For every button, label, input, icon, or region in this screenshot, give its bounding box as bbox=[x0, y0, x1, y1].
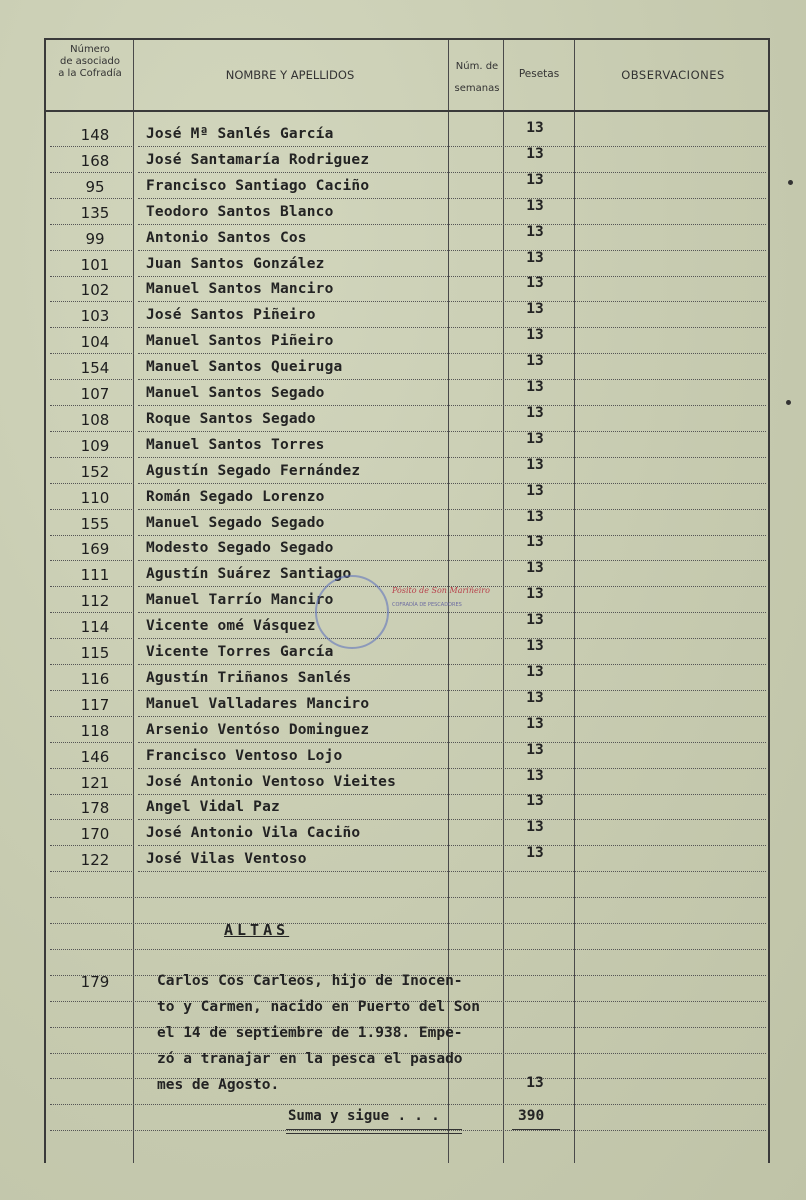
row-dotted-line bbox=[50, 405, 134, 406]
row-dotted-line bbox=[50, 431, 134, 432]
row-dotted-line bbox=[138, 612, 766, 613]
header-weeks-line: Núm. de bbox=[455, 61, 499, 72]
header-member-number-line: de asociado bbox=[59, 56, 120, 67]
row-member-number: 170 bbox=[80, 825, 110, 843]
row-dotted-line bbox=[50, 146, 134, 147]
row-member-number: 117 bbox=[80, 696, 110, 714]
ink-speck bbox=[788, 180, 793, 185]
row-dotted-line bbox=[50, 327, 134, 328]
row-member-name: Manuel Santos Queiruga bbox=[146, 359, 343, 375]
row-dotted-line bbox=[50, 949, 766, 950]
row-pesetas: 13 bbox=[526, 301, 544, 317]
row-pesetas: 13 bbox=[526, 250, 544, 266]
suma-y-sigue: Suma y sigue . . . bbox=[288, 1108, 440, 1124]
row-dotted-line bbox=[50, 457, 134, 458]
row-pesetas: 13 bbox=[526, 198, 544, 214]
row-pesetas: 13 bbox=[526, 172, 544, 188]
header-weeks bbox=[450, 56, 504, 100]
row-dotted-line bbox=[138, 198, 766, 199]
row-member-number: 109 bbox=[80, 437, 110, 455]
row-pesetas: 13 bbox=[526, 560, 544, 576]
row-pesetas: 13 bbox=[526, 586, 544, 602]
row-dotted-line bbox=[138, 638, 766, 639]
row-dotted-line bbox=[50, 1104, 766, 1105]
table-left-border bbox=[44, 38, 46, 1163]
row-dotted-line bbox=[138, 301, 766, 302]
row-member-number: 118 bbox=[80, 722, 110, 740]
row-dotted-line bbox=[138, 353, 766, 354]
row-dotted-line bbox=[138, 431, 766, 432]
row-pesetas: 13 bbox=[526, 768, 544, 784]
row-member-name: Arsenio Ventóso Dominguez bbox=[146, 722, 370, 738]
row-dotted-line bbox=[50, 1130, 766, 1131]
header-member-number-line: a la Cofradía bbox=[58, 68, 122, 79]
row-dotted-line bbox=[138, 768, 766, 769]
altas-note-line: el 14 de septiembre de 1.938. Empe- bbox=[157, 1025, 463, 1041]
row-dotted-line bbox=[138, 819, 766, 820]
row-member-name: José Vilas Ventoso bbox=[146, 851, 307, 867]
row-member-name: Antonio Santos Cos bbox=[146, 230, 307, 246]
row-dotted-line bbox=[50, 353, 134, 354]
row-member-name: José Antonio Ventoso Vieites bbox=[146, 774, 397, 790]
header-pesetas: Pesetas bbox=[518, 68, 560, 80]
row-dotted-line bbox=[50, 664, 134, 665]
row-member-number: 115 bbox=[80, 644, 110, 662]
row-pesetas: 13 bbox=[526, 224, 544, 240]
row-dotted-line bbox=[50, 172, 134, 173]
column-divider bbox=[574, 40, 575, 1163]
row-member-number: 99 bbox=[85, 230, 105, 248]
row-member-name: Manuel Tarrío Manciro bbox=[146, 592, 334, 608]
row-member-name: Angel Vidal Paz bbox=[146, 799, 280, 815]
row-pesetas: 13 bbox=[526, 534, 544, 550]
suma-underline bbox=[286, 1129, 462, 1130]
row-dotted-line bbox=[138, 224, 766, 225]
row-dotted-line bbox=[138, 535, 766, 536]
row-pesetas: 13 bbox=[526, 405, 544, 421]
row-pesetas: 13 bbox=[526, 819, 544, 835]
row-pesetas: 13 bbox=[526, 612, 544, 628]
row-member-name: Vicente omé Vásquez bbox=[146, 618, 316, 634]
row-dotted-line bbox=[50, 612, 134, 613]
altas-note-line: Carlos Cos Carleos, hijo de Inocen- bbox=[157, 973, 463, 989]
row-dotted-line bbox=[50, 250, 134, 251]
row-member-number: 101 bbox=[80, 256, 110, 274]
row-member-name: José Antonio Vila Caciño bbox=[146, 825, 361, 841]
header-name: NOMBRE Y APELLIDOS bbox=[225, 68, 355, 82]
altas-note-line: zó a tranajar en la pesca el pasado bbox=[157, 1051, 463, 1067]
row-pesetas: 13 bbox=[526, 275, 544, 291]
row-member-name: Román Segado Lorenzo bbox=[146, 489, 325, 505]
row-member-number: 95 bbox=[85, 178, 105, 196]
row-member-number: 169 bbox=[80, 540, 110, 558]
row-member-number: 110 bbox=[80, 489, 110, 507]
table-right-border bbox=[768, 38, 770, 1163]
row-member-number: 121 bbox=[80, 774, 110, 792]
row-member-number: 155 bbox=[80, 515, 110, 533]
row-member-name: Manuel Santos Segado bbox=[146, 385, 325, 401]
table-top-border bbox=[44, 38, 770, 40]
row-dotted-line bbox=[138, 483, 766, 484]
row-pesetas: 13 bbox=[526, 327, 544, 343]
row-member-name: José Mª Sanlés García bbox=[146, 126, 334, 142]
row-dotted-line bbox=[138, 871, 766, 872]
row-pesetas: 13 bbox=[526, 353, 544, 369]
cofradia-stamp bbox=[315, 575, 389, 649]
altas-pesetas: 13 bbox=[526, 1075, 544, 1091]
row-dotted-line bbox=[138, 690, 766, 691]
altas-heading: ALTAS bbox=[224, 921, 290, 939]
row-member-number: 102 bbox=[80, 281, 110, 299]
row-member-name: Teodoro Santos Blanco bbox=[146, 204, 334, 220]
row-member-name: Agustín Suárez Santiago bbox=[146, 566, 352, 582]
column-divider bbox=[503, 40, 504, 1163]
row-member-number: 135 bbox=[80, 204, 110, 222]
row-member-number: 146 bbox=[80, 748, 110, 766]
row-pesetas: 13 bbox=[526, 638, 544, 654]
row-member-name: Francisco Ventoso Lojo bbox=[146, 748, 343, 764]
header-member-number bbox=[48, 44, 132, 80]
row-dotted-line bbox=[50, 483, 134, 484]
row-member-number: 103 bbox=[80, 307, 110, 325]
row-member-number: 122 bbox=[80, 851, 110, 869]
row-pesetas: 13 bbox=[526, 379, 544, 395]
row-dotted-line bbox=[138, 327, 766, 328]
row-member-number: 178 bbox=[80, 799, 110, 817]
row-member-number: 168 bbox=[80, 152, 110, 170]
row-member-name: Manuel Santos Torres bbox=[146, 437, 325, 453]
header-observations: OBSERVACIONES bbox=[621, 68, 725, 82]
row-dotted-line bbox=[138, 457, 766, 458]
row-dotted-line bbox=[50, 845, 134, 846]
row-member-name: Vicente Torres García bbox=[146, 644, 334, 660]
row-dotted-line bbox=[50, 871, 134, 872]
row-dotted-line bbox=[138, 276, 766, 277]
row-member-name: Manuel Santos Piñeiro bbox=[146, 333, 334, 349]
row-member-name: Agustín Triñanos Sanlés bbox=[146, 670, 352, 686]
row-dotted-line bbox=[50, 742, 134, 743]
row-dotted-line bbox=[138, 146, 766, 147]
stamp-text: Pósito de Son Mariñeiro bbox=[392, 586, 490, 595]
row-member-number: 152 bbox=[80, 463, 110, 481]
header-member-number-line: Número bbox=[70, 44, 110, 55]
row-dotted-line bbox=[138, 845, 766, 846]
row-member-name: Modesto Segado Segado bbox=[146, 540, 334, 556]
row-dotted-line bbox=[50, 560, 134, 561]
row-dotted-line bbox=[138, 742, 766, 743]
row-dotted-line bbox=[50, 198, 134, 199]
row-dotted-line bbox=[50, 638, 134, 639]
row-dotted-line bbox=[50, 819, 134, 820]
ink-speck bbox=[786, 400, 791, 405]
row-member-number: 108 bbox=[80, 411, 110, 429]
row-dotted-line bbox=[50, 301, 134, 302]
row-pesetas: 13 bbox=[526, 509, 544, 525]
total-underline bbox=[512, 1129, 560, 1130]
row-member-name: Manuel Santos Manciro bbox=[146, 281, 334, 297]
row-dotted-line bbox=[138, 664, 766, 665]
row-member-name: Manuel Segado Segado bbox=[146, 515, 325, 531]
row-pesetas: 13 bbox=[526, 742, 544, 758]
total-pesetas: 390 bbox=[518, 1108, 545, 1124]
row-member-number: 116 bbox=[80, 670, 110, 688]
row-dotted-line bbox=[138, 172, 766, 173]
row-dotted-line bbox=[50, 276, 134, 277]
row-member-name: José Santamaría Rodriguez bbox=[146, 152, 370, 168]
altas-member-number: 179 bbox=[80, 973, 110, 991]
altas-note-line: to y Carmen, nacido en Puerto del Son bbox=[157, 999, 481, 1015]
row-dotted-line bbox=[50, 768, 134, 769]
row-dotted-line bbox=[50, 794, 134, 795]
row-dotted-line bbox=[50, 509, 134, 510]
header-weeks-line: semanas bbox=[454, 83, 500, 94]
row-dotted-line bbox=[50, 379, 134, 380]
row-pesetas: 13 bbox=[526, 845, 544, 861]
suma-underline bbox=[286, 1133, 462, 1134]
row-member-name: Agustín Segado Fernández bbox=[146, 463, 361, 479]
row-dotted-line bbox=[138, 405, 766, 406]
row-pesetas: 13 bbox=[526, 690, 544, 706]
row-dotted-line bbox=[138, 379, 766, 380]
row-dotted-line bbox=[138, 560, 766, 561]
stamp-subtext: COFRADÍA DE PESCADORES bbox=[392, 602, 462, 608]
row-dotted-line bbox=[50, 690, 134, 691]
row-pesetas: 13 bbox=[526, 664, 544, 680]
row-member-number: 154 bbox=[80, 359, 110, 377]
row-pesetas: 13 bbox=[526, 483, 544, 499]
row-member-number: 114 bbox=[80, 618, 110, 636]
row-member-number: 107 bbox=[80, 385, 110, 403]
row-pesetas: 13 bbox=[526, 120, 544, 136]
header-divider bbox=[44, 110, 770, 112]
row-dotted-line bbox=[138, 716, 766, 717]
row-member-number: 111 bbox=[80, 566, 110, 584]
row-member-name: José Santos Piñeiro bbox=[146, 307, 316, 323]
altas-note-line: mes de Agosto. bbox=[157, 1077, 280, 1093]
row-dotted-line bbox=[50, 586, 134, 587]
row-dotted-line bbox=[50, 535, 134, 536]
row-member-name: Roque Santos Segado bbox=[146, 411, 316, 427]
row-pesetas: 13 bbox=[526, 431, 544, 447]
row-member-name: Francisco Santiago Caciño bbox=[146, 178, 370, 194]
row-pesetas: 13 bbox=[526, 793, 544, 809]
row-member-name: Juan Santos González bbox=[146, 256, 325, 272]
row-dotted-line bbox=[50, 897, 766, 898]
row-member-number: 104 bbox=[80, 333, 110, 351]
row-dotted-line bbox=[50, 923, 766, 924]
row-member-name: Manuel Valladares Manciro bbox=[146, 696, 370, 712]
row-dotted-line bbox=[50, 716, 134, 717]
row-dotted-line bbox=[138, 250, 766, 251]
row-pesetas: 13 bbox=[526, 716, 544, 732]
row-dotted-line bbox=[138, 509, 766, 510]
row-member-number: 112 bbox=[80, 592, 110, 610]
row-member-number: 148 bbox=[80, 126, 110, 144]
row-pesetas: 13 bbox=[526, 146, 544, 162]
row-dotted-line bbox=[138, 794, 766, 795]
row-dotted-line bbox=[50, 224, 134, 225]
row-pesetas: 13 bbox=[526, 457, 544, 473]
